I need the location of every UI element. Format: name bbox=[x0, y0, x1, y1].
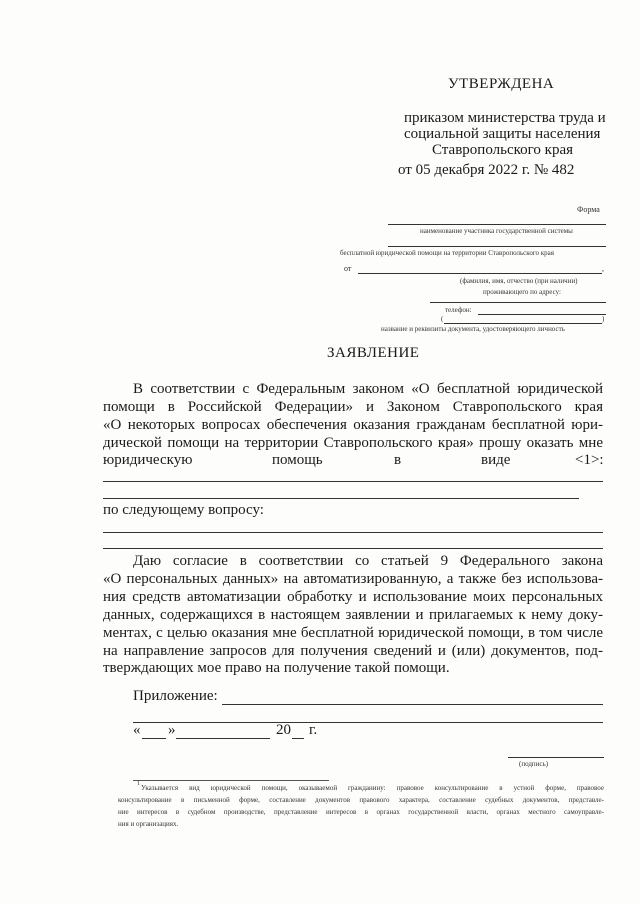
request-word-2: помощь bbox=[272, 452, 323, 468]
date-month-line bbox=[176, 738, 270, 739]
recipient-caption-2: бесплатной юридической помощи на территории Ставропольского края bbox=[340, 249, 555, 257]
request-line-2: помощи в Российской Федерации» и Законом Ставропольского края bbox=[103, 399, 603, 415]
approval-line-2: социальной защиты населения bbox=[404, 126, 601, 142]
recipient-caption-1: наименование участника государственной системы bbox=[420, 227, 573, 235]
question-field-line-2 bbox=[103, 548, 603, 549]
request-line-1: В соответствии с Федеральным законом «О бесплатной юридической bbox=[133, 381, 603, 397]
fio-caption: (фамилия, имя, отчество (при наличии) bbox=[460, 277, 578, 285]
request-word-1: юридическую bbox=[103, 452, 193, 468]
footnote-line-1: Указывается вид юридической помощи, оказываемой гражданину: правовое консультирование в устной форме, правовое bbox=[141, 784, 604, 792]
from-comma: , bbox=[602, 264, 604, 273]
consent-line-4: данных, содержащихся в настоящем заявлении и прилагаемых к нему доку- bbox=[103, 607, 603, 623]
request-word-3: в bbox=[394, 452, 402, 468]
date-year-suffix: г. bbox=[309, 722, 318, 738]
document-field-line bbox=[444, 323, 602, 324]
phone-field-line bbox=[478, 314, 606, 315]
date-year-prefix: 20 bbox=[276, 722, 291, 738]
footnote-mark: 1 bbox=[137, 781, 140, 787]
consent-line-7: тверждающих мое право на получение такой помощи. bbox=[103, 660, 450, 676]
from-label: от bbox=[344, 264, 352, 273]
help-type-field-line-2 bbox=[103, 498, 579, 499]
signature-line bbox=[508, 757, 604, 758]
request-word-4: виде bbox=[481, 452, 511, 468]
footnote-line-3: ние интересов в судебном производстве, представление интересов в органах государственной власти, органах местного самоуправле- bbox=[118, 808, 604, 816]
request-line-4: дической помощи на территории Ставропольского края» прошу оказать мне bbox=[103, 435, 603, 451]
attachment-label: Приложение: bbox=[133, 688, 218, 704]
signature-caption: (подпись) bbox=[519, 760, 549, 768]
question-label: по следующему вопросу: bbox=[103, 502, 264, 518]
phone-label: телефон: bbox=[445, 306, 472, 314]
address-caption: проживающего по адресу: bbox=[483, 288, 561, 296]
date-year-line bbox=[292, 738, 304, 739]
recipient-field-line-1 bbox=[388, 224, 606, 225]
recipient-field-line-2 bbox=[388, 246, 606, 247]
footnote-line-4: ния и организациях. bbox=[118, 820, 179, 828]
help-type-field-line-1 bbox=[103, 481, 603, 482]
document-caption: название и реквизиты документа, удостоверяющего личность bbox=[381, 325, 565, 333]
request-line-3: «О некоторых вопросах обеспечения оказания гражданам бесплатной юри- bbox=[103, 417, 603, 433]
approval-title: УТВЕРЖДЕНА bbox=[448, 76, 555, 92]
attachment-field-line-2 bbox=[133, 722, 603, 723]
consent-line-6: на направление запросов для получения сведений и (или) документов, под- bbox=[103, 643, 603, 659]
consent-line-3: ния средств автоматизации обработку и использование моих персональных bbox=[103, 589, 603, 605]
form-label: Форма bbox=[577, 205, 600, 214]
footnote-line-2: консультирование в письменной форме, составление документов правового характера, составление судебных документов, представле- bbox=[118, 796, 604, 804]
attachment-field-line-1 bbox=[222, 704, 603, 705]
paren-close: ) bbox=[602, 315, 605, 323]
from-field-line bbox=[358, 273, 602, 274]
page-title: ЗАЯВЛЕНИЕ bbox=[327, 345, 420, 361]
question-field-line-1 bbox=[103, 532, 603, 533]
footnote-separator bbox=[133, 780, 329, 781]
approval-line-3: Ставропольского края bbox=[432, 142, 573, 158]
date-close-quote: » bbox=[168, 722, 176, 738]
paren-open: ( bbox=[441, 315, 444, 323]
consent-line-1: Даю согласие в соответствии со статьей 9 Федерального закона bbox=[133, 553, 603, 569]
consent-line-5: ментах, с целью оказания мне бесплатной юридической помощи, в том числе bbox=[103, 625, 603, 641]
approval-line-1: приказом министерства труда и bbox=[404, 110, 606, 126]
footnote-reference: <1>: bbox=[575, 452, 604, 468]
address-field-line bbox=[430, 302, 606, 303]
approval-date: от 05 декабря 2022 г. № 482 bbox=[398, 162, 575, 178]
consent-line-2: «О персональных данных» на автоматизированную, а также без использова- bbox=[103, 571, 603, 587]
date-open-quote: « bbox=[133, 722, 141, 738]
date-day-line bbox=[142, 738, 166, 739]
